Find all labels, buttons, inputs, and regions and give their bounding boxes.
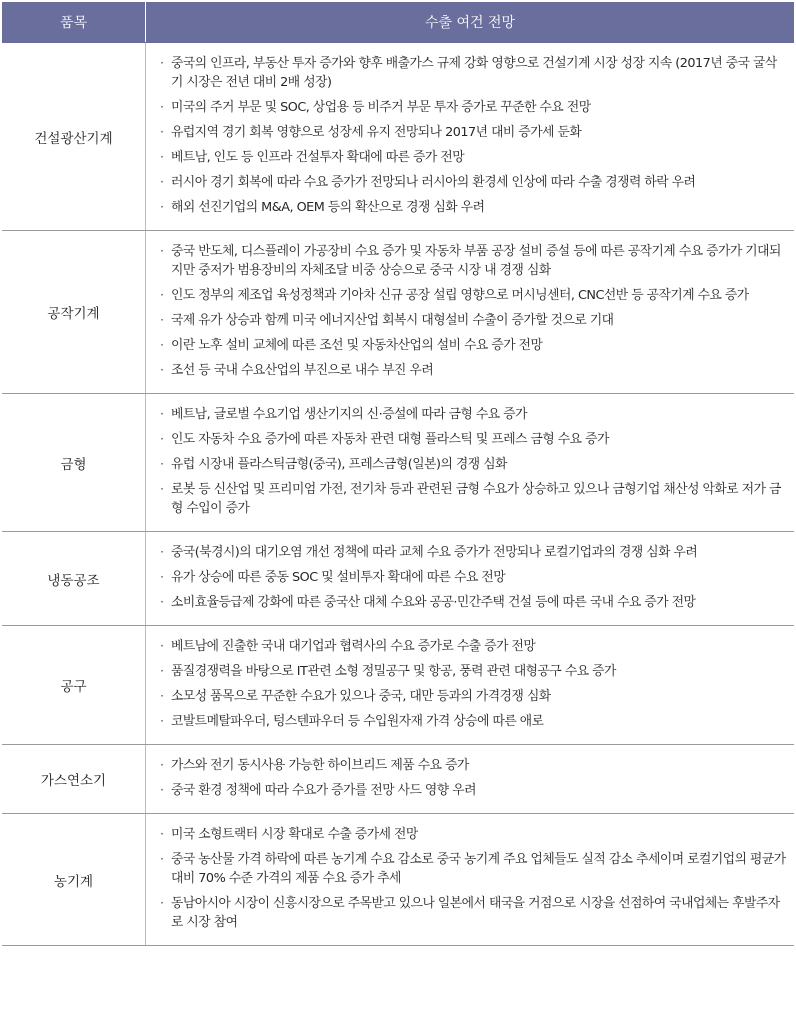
bullet-dot-icon: · (160, 407, 164, 422)
bullet-list (160, 543, 786, 612)
list-item-text: 베트남, 인도 등 인프라 건설투자 확대에 따른 증가 전망 (171, 150, 465, 165)
list-item (160, 455, 786, 474)
bullet-dot-icon: · (160, 150, 164, 165)
bullet-dot-icon: · (160, 432, 164, 447)
list-item-text: 중국 농산물 가격 하락에 따른 농기계 수요 감소로 중국 농기계 주요 업체들도 실적 감소 추세이며 로컬기업의 평균가 대비 70% 수준 가격의 제품 수요 증가 추세 (171, 852, 786, 886)
bullet-list (160, 637, 786, 731)
list-item (160, 894, 786, 932)
row-items-cell (146, 231, 795, 394)
list-item-text: 미국 소형트랙터 시장 확대로 수출 증가세 전망 (171, 827, 418, 842)
row-items-cell (146, 745, 795, 814)
list-item (160, 850, 786, 888)
row-items-cell (146, 814, 795, 946)
bullet-dot-icon: · (160, 758, 164, 773)
table-row (2, 43, 794, 231)
bullet-dot-icon: · (160, 363, 164, 378)
row-category: 공구 (2, 626, 146, 745)
bullet-dot-icon: · (160, 545, 164, 560)
list-item (160, 568, 786, 587)
list-item (160, 242, 786, 280)
list-item-text: 중국의 인프라, 부동산 투자 증가와 향후 배출가스 규제 강화 영향으로 건설기계 시장 성장 지속 (2017년 중국 굴삭기 시장은 전년 대비 2배 성장) (171, 56, 777, 90)
table-body (2, 43, 794, 946)
list-item-text: 베트남에 진출한 국내 대기업과 협력사의 수요 증가로 수출 증가 전망 (171, 639, 536, 654)
list-item-text: 가스와 전기 동시사용 가능한 하이브리드 제품 수요 증가 (171, 758, 469, 773)
list-item-text: 유럽지역 경기 회복 영향으로 성장세 유지 전망되나 2017년 대비 증가세 둔화 (171, 125, 582, 140)
row-items-cell (146, 532, 795, 626)
header-item: 품목 (2, 2, 146, 43)
list-item-text: 중국(북경시)의 대기오염 개선 정책에 따라 교체 수요 증가가 전망되나 로컬기업과의 경쟁 심화 우려 (171, 545, 698, 560)
list-item-text: 인도 자동차 수요 증가에 따른 자동차 관련 대형 플라스틱 및 프레스 금형 수요 증가 (171, 432, 609, 447)
list-item (160, 54, 786, 92)
table-header-row (2, 2, 794, 43)
list-item (160, 148, 786, 167)
row-category: 농기계 (2, 814, 146, 946)
list-item-text: 유럽 시장내 플라스틱금형(중국), 프레스금형(일본)의 경쟁 심화 (171, 457, 507, 472)
bullet-dot-icon: · (160, 200, 164, 215)
list-item (160, 98, 786, 117)
list-item-text: 동남아시아 시장이 신흥시장으로 주목받고 있으나 일본에서 태국을 거점으로 시장을 선점하여 국내업체는 후발주자로 시장 참여 (171, 896, 780, 930)
table-row (2, 231, 794, 394)
table-row (2, 626, 794, 745)
bullet-dot-icon: · (160, 714, 164, 729)
bullet-dot-icon: · (160, 896, 164, 911)
row-category: 금형 (2, 394, 146, 532)
bullet-dot-icon: · (160, 852, 164, 867)
list-item (160, 198, 786, 217)
list-item-text: 유가 상승에 따른 중동 SOC 및 설비투자 확대에 따른 수요 전망 (171, 570, 506, 585)
row-category: 가스연소기 (2, 745, 146, 814)
list-item (160, 637, 786, 656)
bullet-dot-icon: · (160, 244, 164, 259)
list-item (160, 336, 786, 355)
bullet-list (160, 756, 786, 800)
row-items-cell (146, 626, 795, 745)
list-item (160, 662, 786, 681)
bullet-dot-icon: · (160, 827, 164, 842)
list-item-text: 중국 반도체, 디스플레이 가공장비 수요 증가 및 자동차 부품 공장 설비 증설 등에 따른 공작기계 수요 증가가 기대되지만 중저가 범용장비의 자체조달 비중 상승으로 중국 시장 내 경쟁 심화 (171, 244, 781, 278)
list-item (160, 480, 786, 518)
list-item-text: 중국 환경 정책에 따라 수요가 증가를 전망 사드 영향 우려 (171, 783, 476, 798)
list-item-text: 인도 정부의 제조업 육성정책과 기아차 신규 공장 설립 영향으로 머시닝센터, CNC선반 등 공작기계 수요 증가 (171, 288, 749, 303)
list-item-text: 로봇 등 신산업 및 프리미엄 가전, 전기차 등과 관련된 금형 수요가 상승하고 있으나 금형기업 채산성 악화로 저가 금형 수입이 증가 (171, 482, 781, 516)
list-item (160, 361, 786, 380)
list-item (160, 311, 786, 330)
list-item-text: 이란 노후 설비 교체에 따른 조선 및 자동차산업의 설비 수요 증가 전망 (171, 338, 543, 353)
bullet-dot-icon: · (160, 570, 164, 585)
list-item-text: 베트남, 글로벌 수요기업 생산기지의 신·증설에 따라 금형 수요 증가 (171, 407, 527, 422)
bullet-dot-icon: · (160, 175, 164, 190)
table-row (2, 394, 794, 532)
table-row (2, 814, 794, 946)
list-item (160, 756, 786, 775)
list-item (160, 430, 786, 449)
bullet-dot-icon: · (160, 664, 164, 679)
table-row (2, 532, 794, 626)
bullet-list (160, 54, 786, 217)
bullet-dot-icon: · (160, 482, 164, 497)
bullet-list (160, 242, 786, 380)
row-items-cell (146, 43, 795, 231)
list-item (160, 593, 786, 612)
list-item-text: 해외 선진기업의 M&A, OEM 등의 확산으로 경쟁 심화 우려 (171, 200, 485, 215)
row-items-cell (146, 394, 795, 532)
bullet-dot-icon: · (160, 689, 164, 704)
list-item (160, 712, 786, 731)
bullet-dot-icon: · (160, 457, 164, 472)
bullet-dot-icon: · (160, 100, 164, 115)
list-item (160, 687, 786, 706)
list-item-text: 품질경쟁력을 바탕으로 IT관련 소형 정밀공구 및 항공, 풍력 관련 대형공구 수요 증가 (171, 664, 616, 679)
list-item (160, 123, 786, 142)
list-item (160, 781, 786, 800)
export-outlook-table (2, 2, 794, 946)
list-item-text: 국제 유가 상승과 함께 미국 에너지산업 회복시 대형설비 수출이 증가할 것으로 기대 (171, 313, 614, 328)
bullet-dot-icon: · (160, 595, 164, 610)
list-item-text: 소모성 품목으로 꾸준한 수요가 있으나 중국, 대만 등과의 가격경쟁 심화 (171, 689, 551, 704)
row-category: 냉동공조 (2, 532, 146, 626)
bullet-dot-icon: · (160, 338, 164, 353)
header-outlook: 수출 여건 전망 (146, 2, 795, 43)
list-item-text: 미국의 주거 부문 및 SOC, 상업용 등 비주거 부문 투자 증가로 꾸준한 수요 전망 (171, 100, 591, 115)
bullet-dot-icon: · (160, 288, 164, 303)
bullet-dot-icon: · (160, 125, 164, 140)
list-item-text: 러시아 경기 회복에 따라 수요 증가가 전망되나 러시아의 환경세 인상에 따라 수출 경쟁력 하락 우려 (171, 175, 696, 190)
table-row (2, 745, 794, 814)
list-item-text: 조선 등 국내 수요산업의 부진으로 내수 부진 우려 (171, 363, 434, 378)
list-item-text: 코발트메탈파우더, 텅스텐파우더 등 수입원자재 가격 상승에 따른 애로 (171, 714, 544, 729)
list-item (160, 173, 786, 192)
bullet-dot-icon: · (160, 783, 164, 798)
bullet-dot-icon: · (160, 313, 164, 328)
list-item-text: 소비효율등급제 강화에 따른 중국산 대체 수요와 공공·민간주택 건설 등에 따른 국내 수요 증가 전망 (171, 595, 696, 610)
list-item (160, 286, 786, 305)
bullet-list (160, 405, 786, 518)
row-category: 건설광산기계 (2, 43, 146, 231)
list-item (160, 825, 786, 844)
bullet-list (160, 825, 786, 932)
row-category: 공작기계 (2, 231, 146, 394)
list-item (160, 543, 786, 562)
bullet-dot-icon: · (160, 639, 164, 654)
list-item (160, 405, 786, 424)
bullet-dot-icon: · (160, 56, 164, 71)
